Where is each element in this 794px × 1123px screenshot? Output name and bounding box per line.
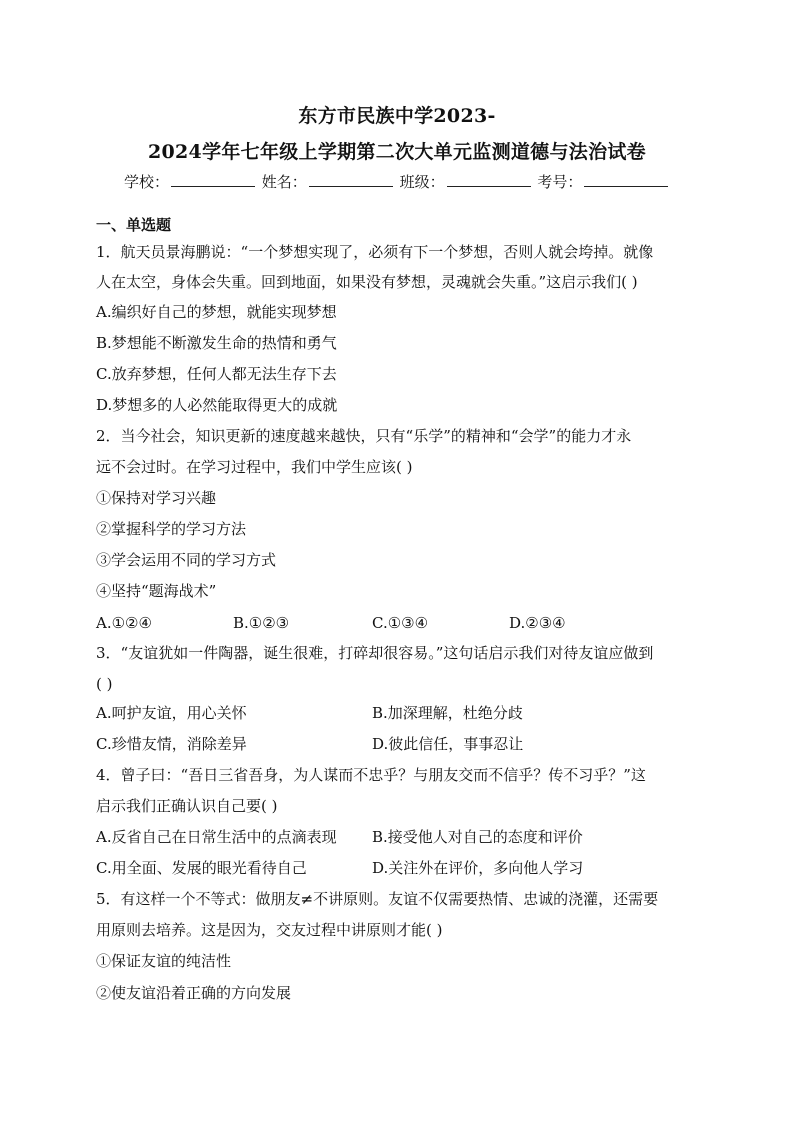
exam-title-line-2: 2024学年七年级上学期第二次大单元监测道德与法治试卷 [148,141,646,163]
school-label: 学校： [124,173,170,191]
question-1-option-c: C.放弃梦想，任何人都无法生存下去 [96,365,337,383]
question-3-option-b: B.加深理解，杜绝分歧 [372,704,523,722]
question-2-item-2: ②掌握科学的学习方法 [96,520,247,538]
question-5-item-2: ②使友谊沿着正确的方向发展 [96,984,292,1002]
question-3-line-2: ( ) [96,675,113,693]
question-2-line-2: 远不会过时。在学习过程中，我们中学生应该( ) [96,458,413,476]
question-4-line-2: 启示我们正确认识自己要( ) [96,797,278,815]
exam-title-line-1: 东方市民族中学2023- [298,105,496,127]
question-2-item-1: ①保持对学习兴趣 [96,489,217,507]
question-1-line-1: 1．航天员景海鹏说：“一个梦想实现了，必须有下一个梦想，否则人就会垮掉。就像 [96,243,654,261]
question-4-option-a: A.反省自己在日常生活中的点滴表现 [96,828,337,846]
question-4-option-d: D.关注外在评价，多向他人学习 [372,859,584,877]
question-3-line-1: 3．“友谊犹如一件陶器，诞生很难，打碎却很容易。”这句话启示我们对待友谊应做到 [96,644,654,662]
question-4-option-b: B.接受他人对自己的态度和评价 [372,828,583,846]
question-1-option-b: B.梦想能不断激发生命的热情和勇气 [96,334,337,352]
exam-number-label: 考号： [537,173,583,191]
question-2-option-a: A.①②④ [96,614,152,632]
question-2-option-b: B.①②③ [233,614,290,632]
question-2-line-1: 2．当今社会，知识更新的速度越来越快，只有“乐学”的精神和“会学”的能力才永 [96,427,632,445]
question-1-option-a: A.编织好自己的梦想，就能实现梦想 [96,303,337,321]
question-2-item-3: ③学会运用不同的学习方式 [96,551,277,569]
question-3-option-d: D.彼此信任，事事忍让 [372,735,524,753]
student-info-row [124,171,670,192]
question-5-line-1: 5．有这样一个不等式：做朋友≠不讲原则。友谊不仅需要热情、忠诚的浇灌，还需要 [96,890,659,908]
question-1-line-2: 人在太空，身体会失重。回到地面，如果没有梦想，灵魂就会失重。”这启示我们( ) [96,273,638,291]
exam-number-blank [584,172,668,187]
question-2-option-d: D.②③④ [509,614,566,632]
question-2-option-c: C.①③④ [372,614,429,632]
question-5-line-2: 用原则去培养。这是因为，交友过程中讲原则才能( ) [96,921,443,939]
question-4-option-c: C.用全面、发展的眼光看待自己 [96,859,307,877]
school-blank [171,172,255,187]
name-blank [309,172,393,187]
class-label: 班级： [399,173,445,191]
question-2-item-4: ④坚持“题海战术” [96,582,217,600]
question-3-option-a: A.呵护友谊，用心关怀 [96,704,247,722]
question-1-option-d: D.梦想多的人必然能取得更大的成就 [96,396,338,414]
class-blank [447,172,531,187]
name-label: 姓名： [261,173,307,191]
question-3-option-c: C.珍惜友情，消除差异 [96,735,247,753]
section-title: 一、单选题 [96,216,172,234]
question-5-item-1: ①保证友谊的纯洁性 [96,952,232,970]
question-4-line-1: 4．曾子曰：“吾日三省吾身，为人谋而不忠乎？与朋友交而不信乎？传不习乎？”这 [96,766,646,784]
